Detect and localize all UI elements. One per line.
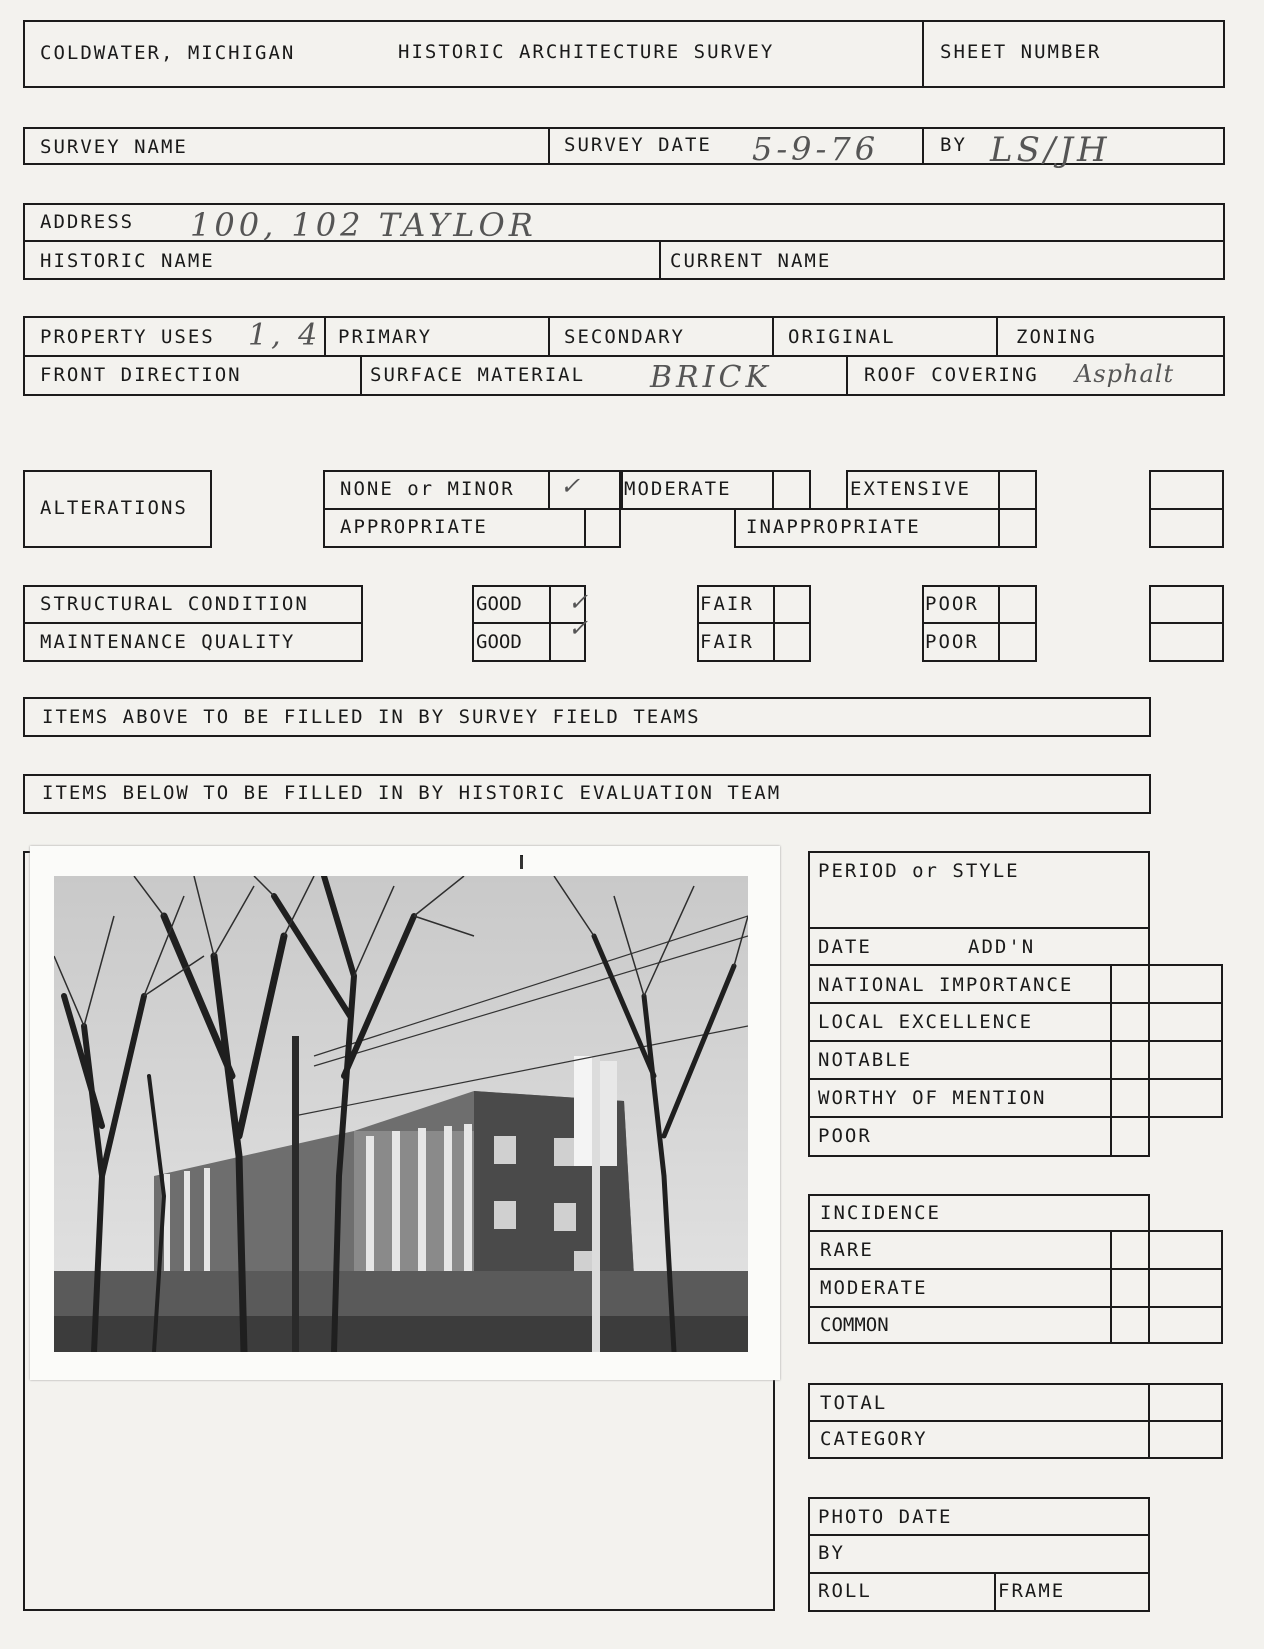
zoning-label: ZONING [1016,326,1097,348]
structural-fair-label: FAIR [700,593,754,615]
addn-label: ADD'N [968,936,1036,958]
alt-moderate-label: MODERATE [624,478,732,500]
original-label: ORIGINAL [788,326,896,348]
roof-covering-label: ROOF COVERING [864,364,1039,386]
common-label: COMMON [820,1314,889,1336]
evaluation-box [808,851,1150,1157]
period-style-label: PERIOD or STYLE [818,860,1020,882]
alt-none-minor-check: ✓ [560,472,581,500]
maintenance-quality-label: MAINTENANCE QUALITY [40,631,296,653]
roll-label: ROLL [818,1580,872,1602]
local-excellence-label: LOCAL EXCELLENCE [818,1011,1034,1033]
historic-name-label: HISTORIC NAME [40,250,215,272]
alt-extensive-label: EXTENSIVE [850,478,971,500]
address-value: 100, 102 TAYLOR [190,206,537,244]
surface-material-label: SURFACE MATERIAL [370,364,586,386]
structural-good-check: ✓ [568,588,589,616]
form-title: HISTORIC ARCHITECTURE SURVEY [398,41,775,63]
building-photo-image [54,876,748,1352]
surface-material-value: BRICK [650,360,772,395]
maintenance-good-label: GOOD [476,631,522,653]
city-title: COLDWATER, MICHIGAN [40,42,296,64]
structural-condition-label: STRUCTURAL CONDITION [40,593,309,615]
property-uses-value: 1, 4 [248,318,322,353]
front-direction-label: FRONT DIRECTION [40,364,242,386]
alt-inappropriate-label: INAPPROPRIATE [746,516,921,538]
structural-poor-label: POOR [925,593,979,615]
category-label: CATEGORY [820,1428,928,1450]
photo-card [30,846,780,1380]
rare-label: RARE [820,1239,874,1261]
notable-label: NOTABLE [818,1049,913,1071]
alterations-label: ALTERATIONS [40,497,188,519]
worthy-of-mention-label: WORTHY OF MENTION [818,1087,1047,1109]
note-below: ITEMS BELOW TO BE FILLED IN BY HISTORIC EVALUATION TEAM [42,782,782,804]
building-photo [54,876,748,1352]
total-label: TOTAL [820,1392,888,1414]
structural-good-label: GOOD [476,593,522,615]
survey-by-value: LS/JH [990,130,1111,170]
survey-name-label: SURVEY NAME [40,136,188,158]
survey-by-label: BY [940,134,967,156]
eval-poor-label: POOR [818,1125,872,1147]
frame-label: FRAME [998,1580,1066,1602]
sheet-number-label: SHEET NUMBER [940,41,1102,63]
address-label: ADDRESS [40,211,135,233]
primary-label: PRIMARY [338,326,433,348]
note-above: ITEMS ABOVE TO BE FILLED IN BY SURVEY FIELD TEAMS [42,706,701,728]
current-name-label: CURRENT NAME [670,250,832,272]
secondary-label: SECONDARY [564,326,685,348]
maintenance-good-check: ✓ [568,614,589,642]
national-importance-label: NATIONAL IMPORTANCE [818,974,1074,996]
property-uses-label: PROPERTY USES [40,326,215,348]
survey-date-label: SURVEY DATE [564,134,712,156]
photo-by-label: BY [818,1542,845,1564]
date-label: DATE [818,936,872,958]
alt-appropriate-label: APPROPRIATE [340,516,488,538]
roof-covering-value: Asphalt [1075,360,1175,388]
maintenance-poor-label: POOR [925,631,979,653]
incidence-label: INCIDENCE [820,1202,941,1224]
photo-date-label: PHOTO DATE [818,1506,953,1528]
incidence-moderate-label: MODERATE [820,1277,928,1299]
maintenance-fair-label: FAIR [700,631,754,653]
alt-none-minor-label: NONE or MINOR [340,478,515,500]
survey-date-value: 5-9-76 [752,130,880,168]
